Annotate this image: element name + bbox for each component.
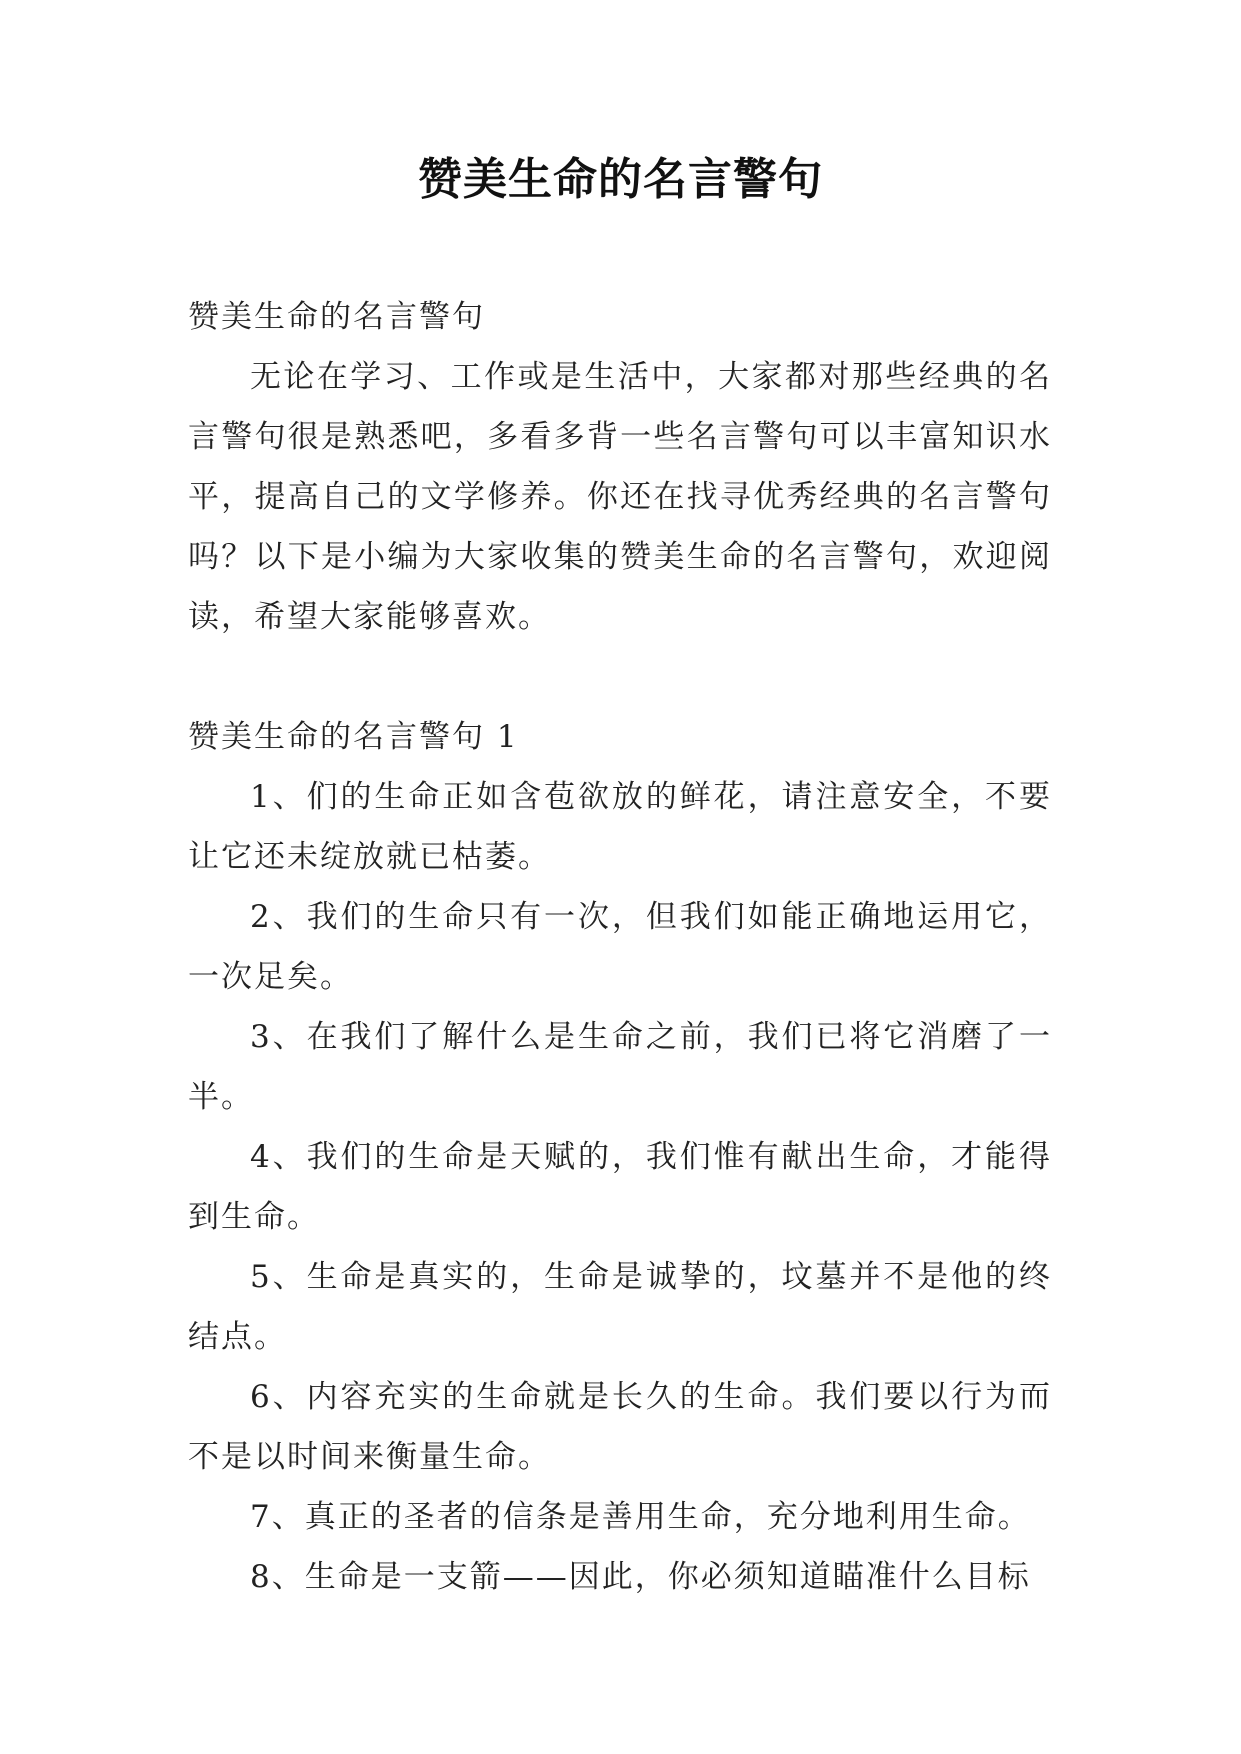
intro-paragraph: 无论在学习、工作或是生活中，大家都对那些经典的名言警句很是熟悉吧，多看多背一些名言警句可以丰富知识水平，提高自己的文学修养。你还在找寻优秀经典的名言警句吗？以下是小编为大家收集的赞美生命的名言警句，欢迎阅读，希望大家能够喜欢。 <box>188 359 1052 635</box>
quotes-subheading: 赞美生命的名言警句 1 <box>188 719 519 755</box>
quote-item-6: 6、内容充实的生命就是长久的生命。我们要以行为而不是以时间来衡量生命。 <box>188 1379 1052 1475</box>
paragraph-spacer <box>188 647 1052 707</box>
section-heading: 赞美生命的名言警句 <box>188 299 485 335</box>
quote-item-1: 1、们的生命正如含苞欲放的鲜花，请注意安全，不要让它还未绽放就已枯萎。 <box>188 779 1052 875</box>
quote-item-2: 2、我们的生命只有一次，但我们如能正确地运用它，一次足矣。 <box>188 899 1052 995</box>
quote-item-8: 8、生命是一支箭——因此，你必须知道瞄准什么目标 <box>250 1559 1031 1595</box>
document-title: 赞美生命的名言警句 <box>418 154 823 205</box>
document-body <box>188 287 1052 1607</box>
quote-item-4: 4、我们的生命是天赋的，我们惟有献出生命，才能得到生命。 <box>188 1139 1052 1235</box>
quote-item-3: 3、在我们了解什么是生命之前，我们已将它消磨了一半。 <box>188 1019 1052 1115</box>
quote-item-5: 5、生命是真实的，生命是诚挚的，坟墓并不是他的终结点。 <box>188 1259 1052 1355</box>
quote-item-7: 7、真正的圣者的信条是善用生命，充分地利用生命。 <box>250 1499 1031 1535</box>
